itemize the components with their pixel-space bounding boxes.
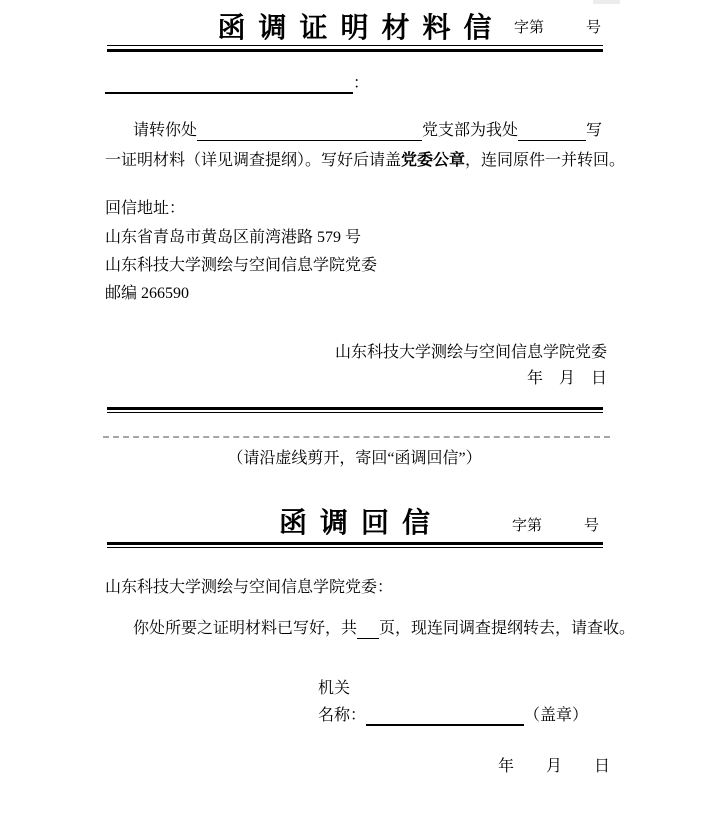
letter-title: 函调证明材料信 (217, 13, 505, 44)
letter-body-line1-pre: 请转你处 (133, 122, 198, 139)
letter-body-line2 (105, 150, 626, 172)
cut-dashed-line (103, 436, 610, 438)
reply-title-row (0, 501, 709, 541)
recipient-name-blank[interactable] (105, 75, 353, 94)
org-name-label: 名称： (318, 707, 367, 724)
org-name-blank[interactable] (366, 707, 524, 726)
reply-title-rule (107, 542, 603, 548)
letter-ref-prefix: 字第 (514, 20, 545, 36)
salutation-colon: ： (353, 75, 370, 92)
letter-ref-suffix: 号 (586, 20, 602, 36)
branch-name-blank[interactable] (197, 123, 422, 141)
letter-title-rule (107, 45, 603, 52)
reply-address-line2: 山东科技大学测绘与空间信息学院党委 (105, 257, 378, 274)
reply-address-line1: 山东省青岛市黄岛区前湾港路 579 号 (105, 229, 362, 246)
letter-salutation-line (105, 74, 369, 94)
letter-body-line1 (105, 121, 602, 141)
reply-address-line3: 邮编 266590 (105, 285, 190, 302)
letter-bottom-rule (107, 407, 603, 413)
reply-ref-prefix: 字第 (512, 518, 543, 534)
org-label-line1: 机关 (318, 680, 351, 697)
letter-body-line2-bold: 党委公章 (401, 152, 466, 169)
org-name-line (318, 706, 588, 726)
reply-salutation: 山东科技大学测绘与空间信息学院党委： (105, 579, 394, 596)
letter-signature: 山东科技大学测绘与空间信息学院党委 (334, 344, 607, 361)
letter-title-row (0, 6, 709, 46)
reply-date-line: 年 月 日 (497, 758, 610, 775)
person-name-blank[interactable] (518, 123, 586, 141)
letter-date-line: 年 月 日 (526, 370, 607, 387)
reply-body-line (105, 619, 636, 639)
letter-body-line1-mid: 党支部为我处 (422, 122, 519, 139)
reply-address-label: 回信地址： (105, 200, 186, 217)
screen-artifact (593, 0, 620, 4)
reply-body-post: 页，现连同调查提纲转去，请查收。 (379, 620, 636, 637)
page-count-blank[interactable] (357, 621, 379, 639)
seal-note: （盖章） (524, 707, 589, 724)
reply-ref-suffix: 号 (584, 518, 600, 534)
letter-body-line2-post: ，连同原件一并转回。 (465, 152, 626, 169)
reply-title: 函调回信 (278, 508, 443, 539)
reply-body-pre: 你处所要之证明材料已写好，共 (133, 620, 358, 637)
letter-body-line2-pre: 一证明材料（详见调查提纲）。写好后请盖 (105, 152, 402, 169)
letter-body-line1-end: 写 (586, 122, 603, 139)
cut-note: （请沿虚线剪开，寄回“函调回信”） (227, 450, 482, 467)
